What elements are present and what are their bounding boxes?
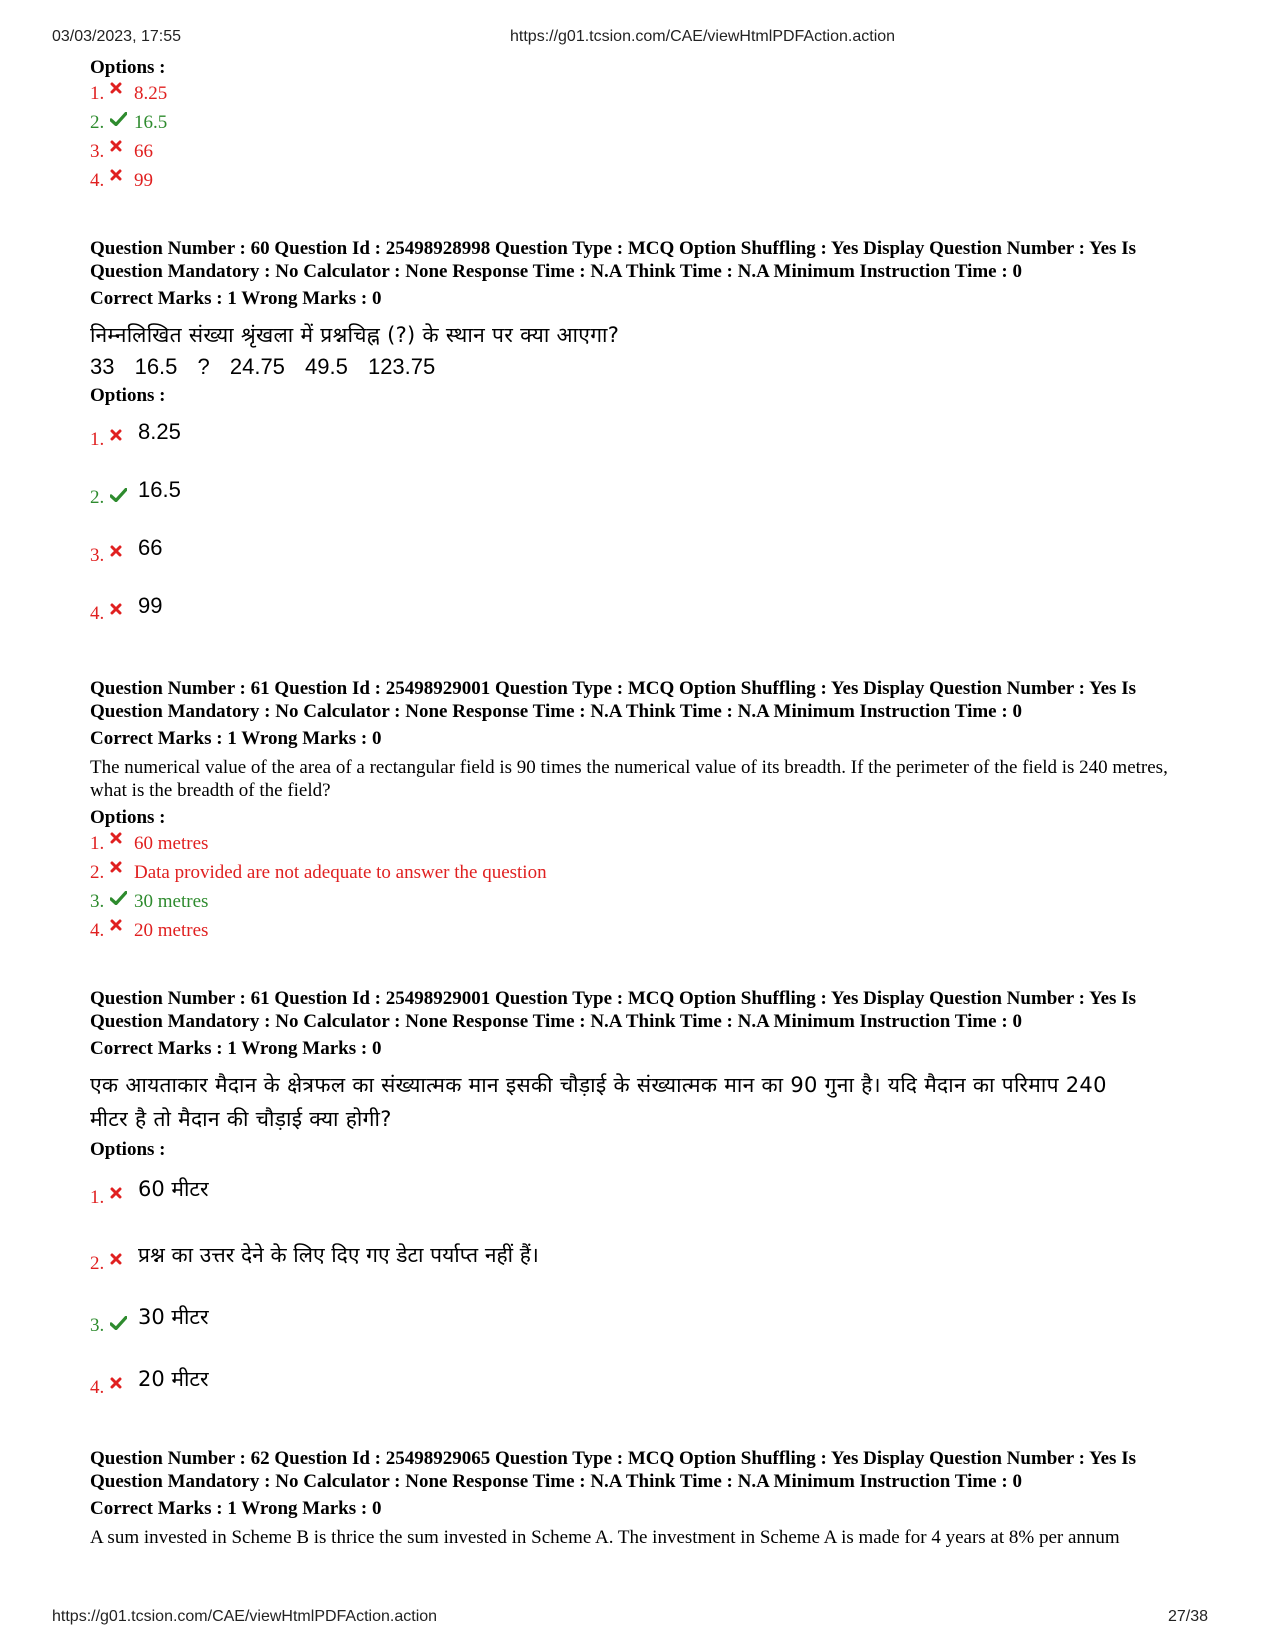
option-number: 2.	[90, 862, 105, 883]
print-datetime: 03/03/2023, 17:55	[52, 28, 182, 45]
question-marks: Correct Marks : 1 Wrong Marks : 0	[90, 728, 382, 749]
question-61-english	[90, 677, 1200, 945]
option-item	[90, 829, 1200, 858]
option-number: 4.	[90, 1377, 105, 1398]
option-text: 16.5	[138, 477, 181, 502]
option-text: 60 मीटर	[138, 1177, 209, 1201]
option-item	[90, 166, 1200, 195]
question-meta: Question Number : 60 Question Id : 25498928998 Question Type : MCQ Option Shuffling : Yes Display Question Number : Yes Is Question Mandatory : No Calculator : None Response Time : N.A Think Time : N.A Minimum Instruction Time : 0	[90, 238, 1136, 282]
option-number: 3.	[90, 545, 105, 566]
question-meta: Question Number : 62 Question Id : 25498929065 Question Type : MCQ Option Shuffling : Yes Display Question Number : Yes Is Question Mandatory : No Calculator : None Response Time : N.A Think Time : N.A Minimum Instruction Time : 0	[90, 1448, 1136, 1492]
option-number: 4.	[90, 920, 105, 941]
option-text: 66	[138, 535, 163, 560]
option-text: 99	[138, 593, 163, 618]
page-content	[90, 56, 1200, 1549]
option-item	[90, 108, 1200, 137]
cross-icon	[110, 549, 138, 567]
option-text: 99	[134, 170, 153, 191]
cross-icon	[110, 1257, 138, 1275]
options-list	[90, 829, 1200, 945]
option-text: 16.5	[134, 112, 168, 133]
question-marks: Correct Marks : 1 Wrong Marks : 0	[90, 288, 382, 309]
cross-icon	[110, 916, 134, 945]
header-url: https://g01.tcsion.com/CAE/viewHtmlPDFAction.action	[510, 28, 896, 45]
option-number: 1.	[90, 429, 105, 450]
cross-icon	[110, 137, 134, 166]
question-marks: Correct Marks : 1 Wrong Marks : 0	[90, 1498, 382, 1519]
option-text: 60 metres	[134, 833, 209, 854]
page-number: 27/38	[1168, 1608, 1209, 1625]
option-text: 66	[134, 141, 153, 162]
option-number: 3.	[90, 1315, 105, 1336]
option-item	[90, 407, 1200, 451]
options-block-continued	[90, 56, 1200, 195]
option-number: 2.	[90, 1253, 105, 1274]
cross-icon	[110, 607, 138, 625]
cross-icon	[110, 858, 134, 887]
number-sequence: 33 16.5 ? 24.75 49.5 123.75	[90, 354, 436, 379]
option-item	[90, 1337, 1200, 1399]
question-62	[90, 1447, 1200, 1549]
option-text: 20 metres	[134, 920, 209, 941]
option-number: 4.	[90, 170, 105, 191]
option-item	[90, 858, 1200, 887]
option-item	[90, 79, 1200, 108]
option-text: 8.25	[138, 419, 181, 444]
option-item	[90, 137, 1200, 166]
question-text: एक आयताकार मैदान के क्षेत्रफल का संख्यात्मक मान इसकी चौड़ाई के संख्यात्मक मान का 90 गुना है। यदि मैदान का परिमाप 240 मीटर है तो मैदान की चौड़ाई क्या होगी?	[90, 1073, 1107, 1131]
option-item	[90, 451, 1200, 509]
cross-icon	[110, 79, 134, 108]
option-number: 3.	[90, 141, 105, 162]
option-number: 1.	[90, 1187, 105, 1208]
question-text: निम्नलिखित संख्या श्रृंखला में प्रश्नचिह्न (?) के स्थान पर क्या आएगा?	[90, 323, 620, 347]
options-label: Options :	[90, 57, 166, 78]
option-item	[90, 916, 1200, 945]
question-meta: Question Number : 61 Question Id : 25498929001 Question Type : MCQ Option Shuffling : Yes Display Question Number : Yes Is Question Mandatory : No Calculator : None Response Time : N.A Think Time : N.A Minimum Instruction Time : 0	[90, 988, 1136, 1032]
options-label: Options :	[90, 807, 166, 828]
question-60	[90, 237, 1200, 625]
option-item	[90, 1275, 1200, 1337]
check-icon	[110, 108, 134, 137]
question-meta: Question Number : 61 Question Id : 25498929001 Question Type : MCQ Option Shuffling : Yes Display Question Number : Yes Is Question Mandatory : No Calculator : None Response Time : N.A Think Time : N.A Minimum Instruction Time : 0	[90, 678, 1136, 722]
cross-icon	[110, 166, 134, 195]
cross-icon	[110, 1191, 138, 1209]
check-icon	[110, 490, 138, 509]
option-text: 8.25	[134, 83, 168, 104]
footer-url: https://g01.tcsion.com/CAE/viewHtmlPDFAction.action	[52, 1608, 438, 1625]
option-text: Data provided are not adequate to answer the question	[134, 862, 547, 883]
option-item	[90, 1161, 1200, 1209]
option-number: 3.	[90, 891, 105, 912]
option-item	[90, 567, 1200, 625]
option-number: 4.	[90, 603, 105, 624]
options-list	[90, 1161, 1200, 1399]
option-text: 20 मीटर	[138, 1367, 209, 1391]
option-item	[90, 887, 1200, 916]
option-text: 30 मीटर	[138, 1305, 209, 1329]
options-list	[90, 79, 1200, 195]
option-item	[90, 1209, 1200, 1275]
options-label: Options :	[90, 1139, 166, 1160]
option-number: 2.	[90, 112, 105, 133]
option-number: 1.	[90, 83, 105, 104]
option-number: 1.	[90, 833, 105, 854]
cross-icon	[110, 829, 134, 858]
option-text: 30 metres	[134, 891, 209, 912]
question-text: The numerical value of the area of a rectangular field is 90 times the numerical value of its breadth. If the perimeter of the field is 240 metres, what is the breadth of the field?	[90, 757, 1168, 801]
check-icon	[110, 1318, 138, 1337]
cross-icon	[110, 1381, 138, 1399]
option-number: 2.	[90, 487, 105, 508]
option-item	[90, 509, 1200, 567]
cross-icon	[110, 433, 138, 451]
options-label: Options :	[90, 385, 166, 406]
question-61-hindi	[90, 987, 1200, 1399]
options-list	[90, 407, 1200, 625]
question-text: A sum invested in Scheme B is thrice the sum invested in Scheme A. The investment in Scheme A is made for 4 years at 8% per annum	[90, 1527, 1120, 1548]
option-text: प्रश्न का उत्तर देने के लिए दिए गए डेटा पर्याप्त नहीं हैं।	[138, 1243, 539, 1267]
question-marks: Correct Marks : 1 Wrong Marks : 0	[90, 1038, 382, 1059]
check-icon	[110, 887, 134, 916]
